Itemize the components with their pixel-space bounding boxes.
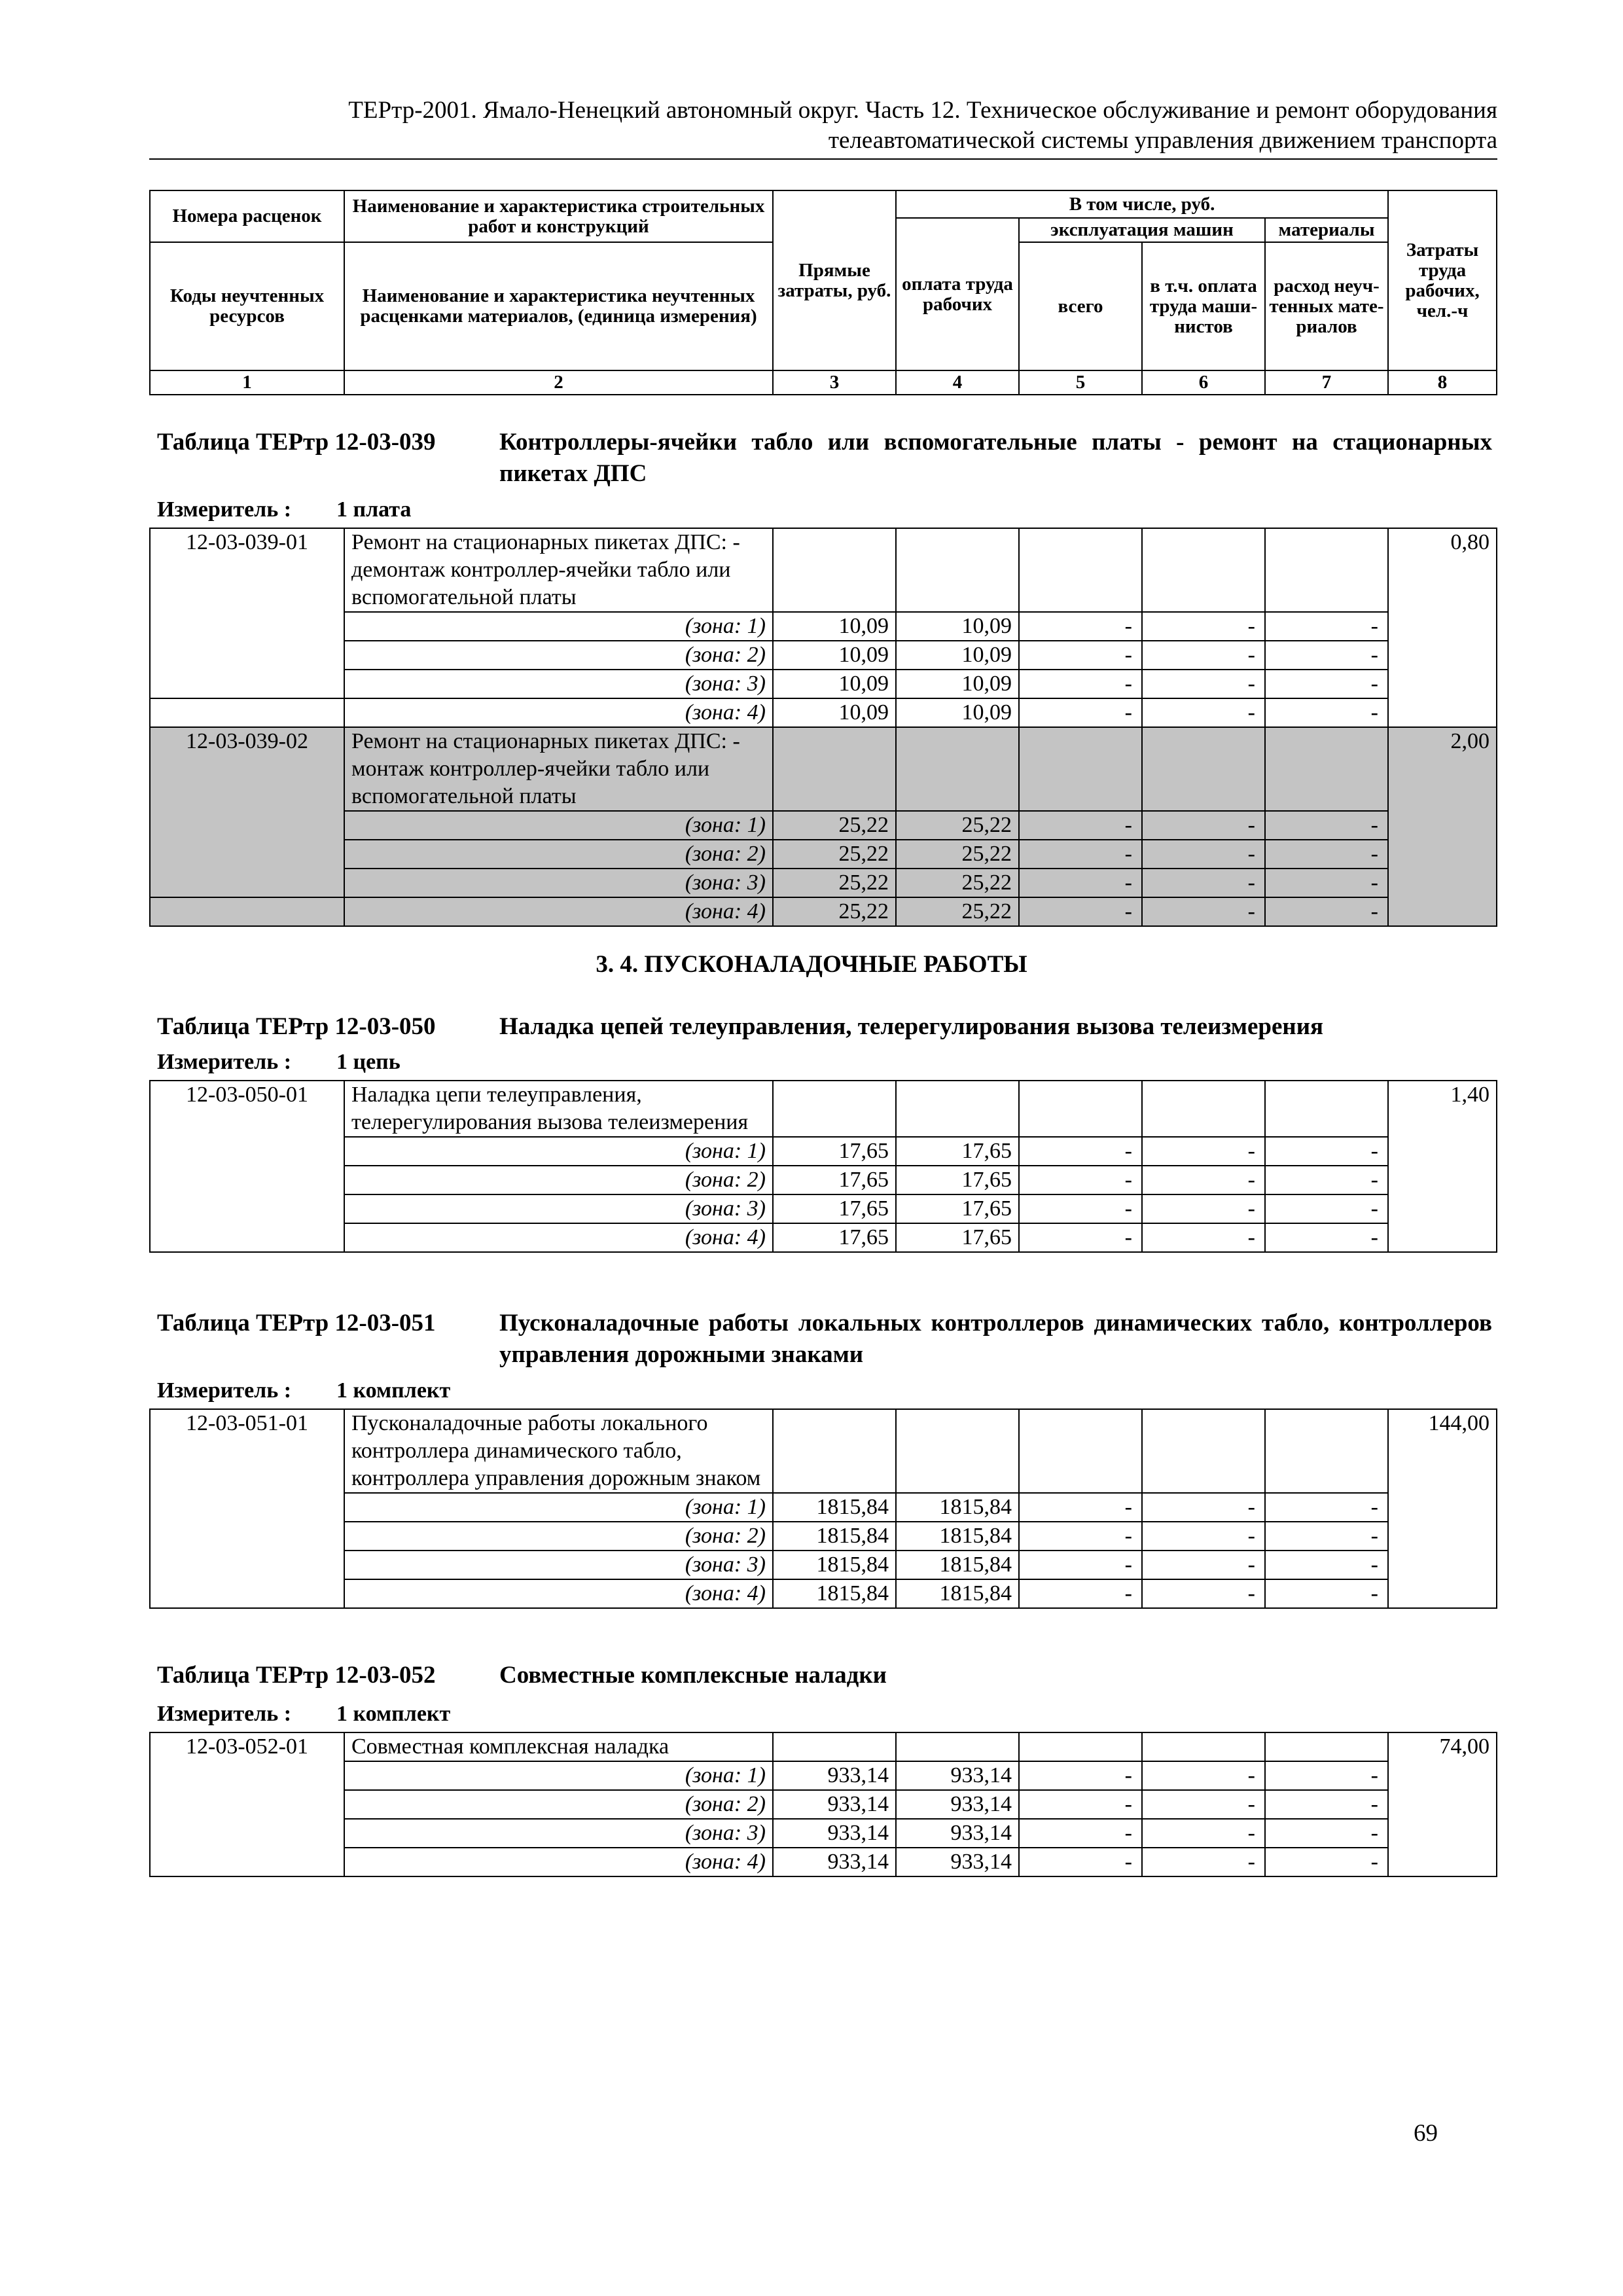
machines-total: -	[1019, 641, 1142, 670]
machinist-wage: -	[1142, 1194, 1265, 1223]
materials: -	[1265, 1137, 1388, 1166]
measure-value: 1 цепь	[336, 1050, 401, 1074]
labor-value: 74,00	[1388, 1732, 1497, 1876]
materials: -	[1265, 1761, 1388, 1790]
direct-cost: 25,22	[773, 840, 896, 869]
zone-label: (зона: 4)	[344, 1579, 773, 1608]
table-label: Таблица ТЕРтр 12-03-039	[157, 429, 436, 456]
worker-wage: 10,09	[896, 641, 1019, 670]
machinist-wage: -	[1142, 1579, 1265, 1608]
machines-total: -	[1019, 1223, 1142, 1252]
table-row	[150, 698, 1497, 727]
col-unaccounted-materials: расход неуч-тенных мате-риалов	[1265, 242, 1388, 370]
machinist-wage: -	[1142, 1137, 1265, 1166]
machinist-wage: -	[1142, 612, 1265, 641]
table-row	[150, 1848, 1497, 1876]
machines-total: -	[1019, 1166, 1142, 1194]
direct-cost: 25,22	[773, 897, 896, 926]
measure-value: 1 комплект	[336, 1702, 451, 1726]
materials: -	[1265, 869, 1388, 897]
zone-label: (зона: 3)	[344, 1194, 773, 1223]
table-row	[150, 1223, 1497, 1252]
table-row	[150, 840, 1497, 869]
direct-cost: 10,09	[773, 670, 896, 698]
direct-cost: 10,09	[773, 698, 896, 727]
table-title-text: Наладка цепей телеуправления, телерегулирования вызова телеизмерения	[499, 1013, 1324, 1040]
materials: -	[1265, 897, 1388, 926]
rate-table	[149, 1732, 1497, 1877]
machines-total: -	[1019, 840, 1142, 869]
table-row	[150, 1761, 1497, 1790]
table-row	[150, 1522, 1497, 1551]
table-row	[150, 1551, 1497, 1579]
measure-value: 1 плата	[336, 497, 412, 522]
materials: -	[1265, 641, 1388, 670]
header-line-1: ТЕРтр-2001. Ямало-Ненецкий автономный округ. Часть 12. Техническое обслуживание и ремонт оборудования	[348, 97, 1497, 124]
zone-label: (зона: 2)	[344, 1522, 773, 1551]
worker-wage: 25,22	[896, 811, 1019, 840]
measure-label: Измеритель :	[157, 1702, 292, 1726]
direct-cost: 1815,84	[773, 1522, 896, 1551]
machines-total: -	[1019, 1493, 1142, 1522]
col-number: 7	[1265, 370, 1388, 395]
table-row	[150, 1493, 1497, 1522]
worker-wage: 25,22	[896, 869, 1019, 897]
machines-total: -	[1019, 1137, 1142, 1166]
table-title-text: Контроллеры-ячейки табло или вспомогательные платы - ремонт на стационарных пикетах ДПС	[499, 429, 1492, 487]
machines-total: -	[1019, 1848, 1142, 1876]
rate-code: 12-03-039-01	[150, 528, 344, 698]
table-row	[150, 811, 1497, 840]
direct-cost: 1815,84	[773, 1579, 896, 1608]
table-label: Таблица ТЕРтр 12-03-051	[157, 1310, 436, 1336]
table-row	[150, 1137, 1497, 1166]
zone-label: (зона: 3)	[344, 670, 773, 698]
worker-wage: 17,65	[896, 1194, 1019, 1223]
worker-wage: 933,14	[896, 1848, 1019, 1876]
materials: -	[1265, 1848, 1388, 1876]
direct-cost: 933,14	[773, 1848, 896, 1876]
measure-value: 1 комплект	[336, 1378, 451, 1403]
direct-cost: 10,09	[773, 612, 896, 641]
worker-wage: 25,22	[896, 840, 1019, 869]
zone-label: (зона: 4)	[344, 1223, 773, 1252]
col-labor-costs: Затраты труда рабочих, чел.-ч	[1388, 190, 1497, 370]
machines-total: -	[1019, 897, 1142, 926]
machines-total: -	[1019, 1761, 1142, 1790]
col-machinist-wages: в т.ч. оплата труда маши-нистов	[1142, 242, 1265, 370]
machines-total: -	[1019, 1790, 1142, 1819]
zone-label: (зона: 2)	[344, 1166, 773, 1194]
machines-total: -	[1019, 1819, 1142, 1848]
col-resource-codes: Коды неучтенных ресурсов	[150, 242, 344, 370]
zone-label: (зона: 1)	[344, 1493, 773, 1522]
measure	[157, 1378, 450, 1403]
page-number: 69	[1414, 2120, 1438, 2147]
table-row	[150, 641, 1497, 670]
table-row	[150, 869, 1497, 897]
labor-value: 2,00	[1388, 727, 1497, 926]
direct-cost: 17,65	[773, 1223, 896, 1252]
measure	[157, 1702, 450, 1727]
worker-wage: 1815,84	[896, 1522, 1019, 1551]
direct-cost: 933,14	[773, 1761, 896, 1790]
zone-label: (зона: 4)	[344, 1848, 773, 1876]
worker-wage: 1815,84	[896, 1579, 1019, 1608]
labor-value: 1,40	[1388, 1081, 1497, 1252]
section-title: 3. 4. ПУСКОНАЛАДОЧНЫЕ РАБОТЫ	[596, 951, 1027, 978]
machines-total: -	[1019, 612, 1142, 641]
machinist-wage: -	[1142, 869, 1265, 897]
machines-total: -	[1019, 1551, 1142, 1579]
zone-label: (зона: 1)	[344, 1137, 773, 1166]
col-material-name: Наименование и характеристика неучтенных расценками материалов, (единица измерения)	[344, 242, 773, 370]
zone-label: (зона: 2)	[344, 641, 773, 670]
machinist-wage: -	[1142, 1551, 1265, 1579]
table-row	[150, 528, 1497, 612]
column-header-table	[149, 190, 1497, 395]
table-row	[150, 1579, 1497, 1608]
machinist-wage: -	[1142, 1848, 1265, 1876]
machinist-wage: -	[1142, 897, 1265, 926]
machinist-wage: -	[1142, 1493, 1265, 1522]
table-row	[150, 1819, 1497, 1848]
measure-label: Измеритель :	[157, 497, 292, 522]
col-number: 1	[150, 370, 344, 395]
table-title	[157, 1308, 1492, 1371]
materials: -	[1265, 811, 1388, 840]
machinist-wage: -	[1142, 811, 1265, 840]
table-title-text: Совместные комплексные наладки	[499, 1662, 887, 1689]
col-number: 5	[1019, 370, 1142, 395]
machines-total: -	[1019, 1522, 1142, 1551]
rate-code: 12-03-050-01	[150, 1081, 344, 1252]
col-number: 8	[1388, 370, 1497, 395]
table-title-text: Пусконаладочные работы локальных контроллеров динамических табло, контроллеров управления дорожными знаками	[499, 1310, 1492, 1368]
machines-total: -	[1019, 1579, 1142, 1608]
table-label: Таблица ТЕРтр 12-03-052	[157, 1662, 436, 1689]
materials: -	[1265, 1819, 1388, 1848]
machinist-wage: -	[1142, 698, 1265, 727]
rate-description: Ремонт на стационарных пикетах ДПС: - монтаж контроллер-ячейки табло или вспомогательной платы	[344, 727, 773, 811]
zone-label: (зона: 2)	[344, 1790, 773, 1819]
direct-cost: 1815,84	[773, 1493, 896, 1522]
zone-label: (зона: 2)	[344, 840, 773, 869]
direct-cost: 25,22	[773, 869, 896, 897]
table-row	[150, 727, 1497, 811]
col-work-name: Наименование и характеристика строительных работ и конструкций	[344, 190, 773, 242]
direct-cost: 25,22	[773, 811, 896, 840]
machinist-wage: -	[1142, 641, 1265, 670]
machinist-wage: -	[1142, 1819, 1265, 1848]
table-row	[150, 1790, 1497, 1819]
zone-label: (зона: 3)	[344, 869, 773, 897]
zone-label: (зона: 3)	[344, 1551, 773, 1579]
zone-label: (зона: 1)	[344, 612, 773, 641]
direct-cost: 17,65	[773, 1194, 896, 1223]
rate-description: Пусконаладочные работы локального контроллера динамического табло, контроллера управления дорожным знаком	[344, 1409, 773, 1493]
worker-wage: 17,65	[896, 1166, 1019, 1194]
measure-label: Измеритель :	[157, 1378, 292, 1403]
materials: -	[1265, 840, 1388, 869]
machinist-wage: -	[1142, 1522, 1265, 1551]
table-row	[150, 670, 1497, 698]
materials: -	[1265, 1166, 1388, 1194]
rate-description: Наладка цепи телеуправления, телерегулирования вызова телеизмерения	[344, 1081, 773, 1137]
worker-wage: 17,65	[896, 1223, 1019, 1252]
col-number: 2	[344, 370, 773, 395]
worker-wage: 1815,84	[896, 1493, 1019, 1522]
zone-label: (зона: 1)	[344, 811, 773, 840]
col-machines-total: всего	[1019, 242, 1142, 370]
table-row	[150, 1166, 1497, 1194]
labor-value: 0,80	[1388, 528, 1497, 727]
rate-table	[149, 528, 1497, 927]
machinist-wage: -	[1142, 840, 1265, 869]
worker-wage: 10,09	[896, 698, 1019, 727]
direct-cost: 933,14	[773, 1819, 896, 1848]
col-rate-numbers: Номера расценок	[150, 190, 344, 242]
col-number: 4	[896, 370, 1019, 395]
table-title	[157, 1011, 1492, 1043]
measure-label: Измеритель :	[157, 1050, 292, 1074]
col-including: В том числе, руб.	[896, 190, 1388, 218]
materials: -	[1265, 1522, 1388, 1551]
machines-total: -	[1019, 698, 1142, 727]
table-row	[150, 1732, 1497, 1761]
machines-total: -	[1019, 869, 1142, 897]
header-line-2: телеавтоматической системы управления движением транспорта	[828, 127, 1497, 154]
direct-cost: 1815,84	[773, 1551, 896, 1579]
table-row	[150, 1194, 1497, 1223]
zone-label: (зона: 1)	[344, 1761, 773, 1790]
machinist-wage: -	[1142, 1790, 1265, 1819]
machines-total: -	[1019, 670, 1142, 698]
machinist-wage: -	[1142, 1223, 1265, 1252]
table-row	[150, 1409, 1497, 1493]
machinist-wage: -	[1142, 1761, 1265, 1790]
rate-code: 12-03-051-01	[150, 1409, 344, 1608]
worker-wage: 10,09	[896, 612, 1019, 641]
rate-code: 12-03-052-01	[150, 1732, 344, 1876]
materials: -	[1265, 670, 1388, 698]
materials: -	[1265, 1223, 1388, 1252]
worker-wage: 933,14	[896, 1790, 1019, 1819]
direct-cost: 933,14	[773, 1790, 896, 1819]
materials: -	[1265, 698, 1388, 727]
worker-wage: 10,09	[896, 670, 1019, 698]
col-machines: эксплуатация машин	[1019, 218, 1265, 242]
worker-wage: 17,65	[896, 1137, 1019, 1166]
worker-wage: 1815,84	[896, 1551, 1019, 1579]
page-header	[149, 96, 1497, 160]
materials: -	[1265, 1551, 1388, 1579]
worker-wage: 25,22	[896, 897, 1019, 926]
zone-label: (зона: 4)	[344, 698, 773, 727]
rate-description: Ремонт на стационарных пикетах ДПС: - демонтаж контроллер-ячейки табло или вспомогательной платы	[344, 528, 773, 612]
direct-cost: 17,65	[773, 1166, 896, 1194]
table-title	[157, 1660, 1492, 1691]
table-row	[150, 1081, 1497, 1137]
materials: -	[1265, 612, 1388, 641]
table-label: Таблица ТЕРтр 12-03-050	[157, 1013, 436, 1040]
table-title	[157, 427, 1492, 490]
zone-label: (зона: 4)	[344, 897, 773, 926]
col-number: 6	[1142, 370, 1265, 395]
table-row	[150, 897, 1497, 926]
rate-description: Совместная комплексная наладка	[344, 1732, 773, 1761]
worker-wage: 933,14	[896, 1819, 1019, 1848]
col-worker-wages: оплата труда рабочих	[896, 218, 1019, 370]
materials: -	[1265, 1579, 1388, 1608]
col-materials: материалы	[1265, 218, 1388, 242]
rate-code: 12-03-039-02	[150, 727, 344, 897]
worker-wage: 933,14	[896, 1761, 1019, 1790]
labor-value: 144,00	[1388, 1409, 1497, 1608]
materials: -	[1265, 1194, 1388, 1223]
table-row	[150, 612, 1497, 641]
direct-cost: 10,09	[773, 641, 896, 670]
zone-label: (зона: 3)	[344, 1819, 773, 1848]
direct-cost: 17,65	[773, 1137, 896, 1166]
measure	[157, 1050, 401, 1075]
materials: -	[1265, 1790, 1388, 1819]
rate-table	[149, 1408, 1497, 1609]
materials: -	[1265, 1493, 1388, 1522]
rate-table	[149, 1080, 1497, 1253]
machines-total: -	[1019, 1194, 1142, 1223]
machines-total: -	[1019, 811, 1142, 840]
col-number: 3	[773, 370, 896, 395]
measure	[157, 497, 411, 522]
machinist-wage: -	[1142, 670, 1265, 698]
machinist-wage: -	[1142, 1166, 1265, 1194]
col-direct-costs: Прямые затраты, руб.	[773, 190, 896, 370]
